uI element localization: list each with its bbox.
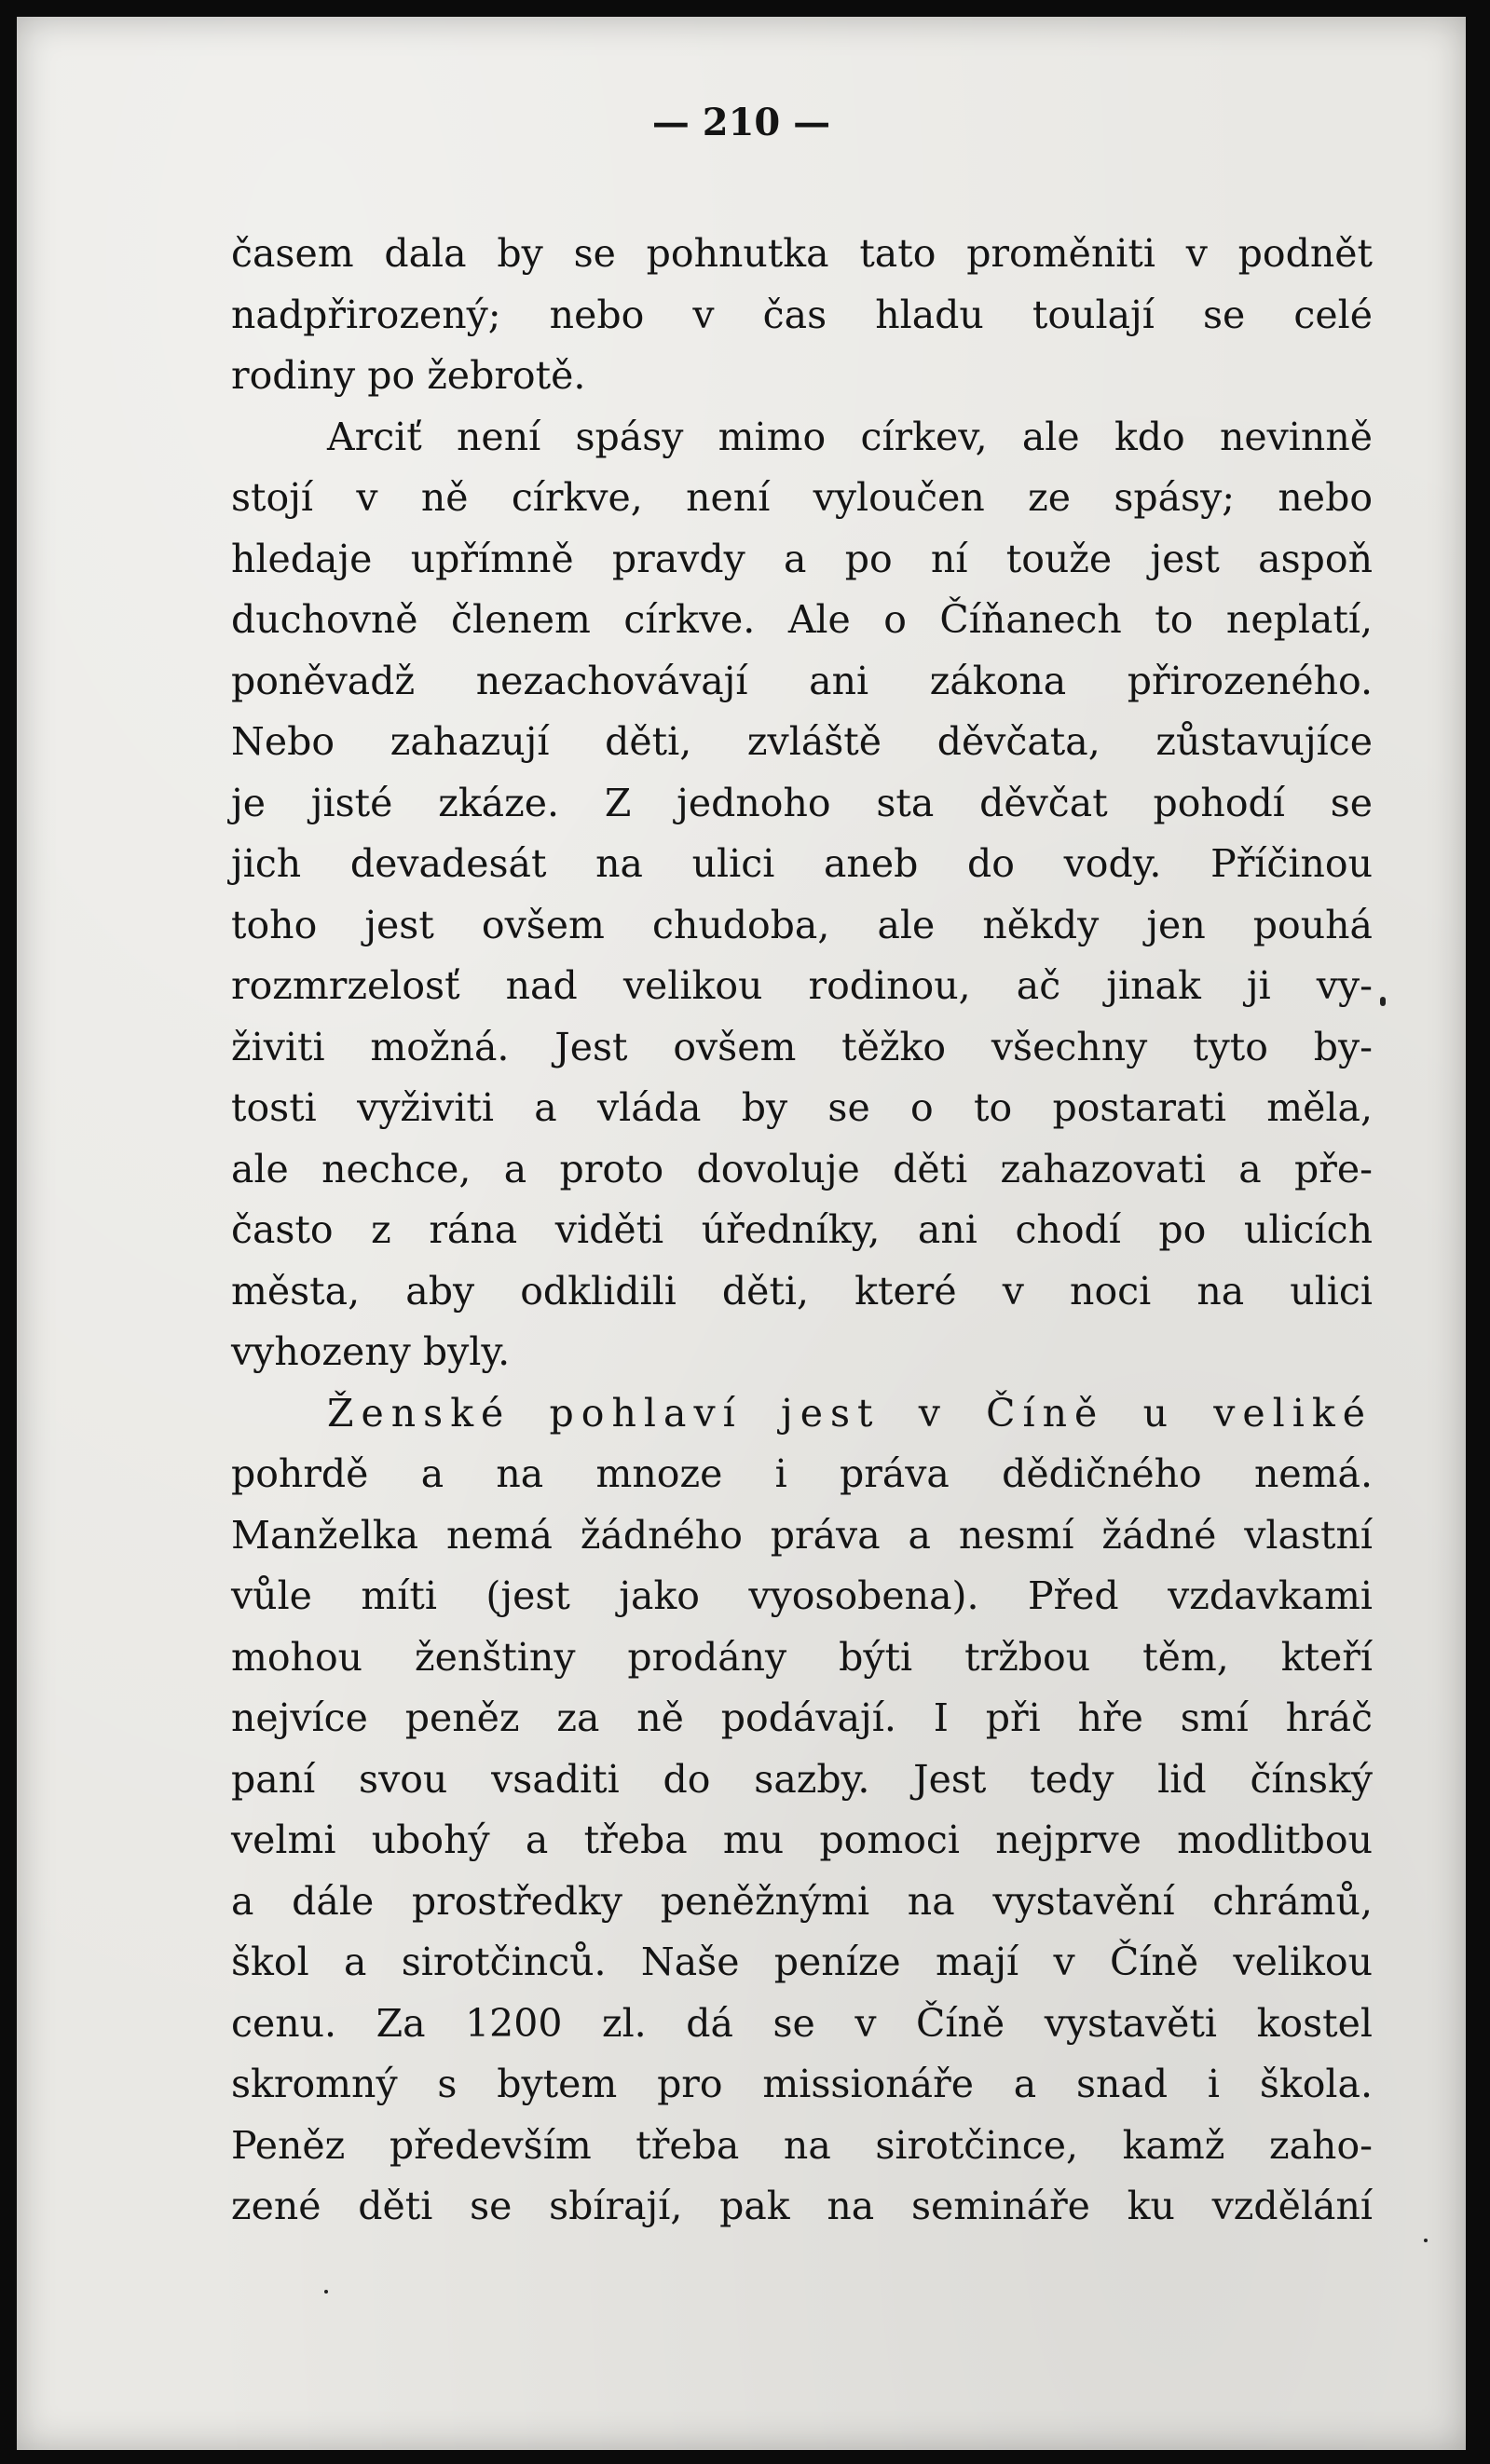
text-line: často z rána viděti úředníky, ani chodí po ulicích xyxy=(231,1207,1373,1252)
text-line: duchovně členem církve. Ale o Číňanech to neplatí, xyxy=(231,597,1373,642)
text-line: pohrdě a na mnoze i práva dědičného nemá. xyxy=(231,1451,1373,1496)
text-line: Manželka nemá žádného práva a nesmí žádné vlastní xyxy=(231,1512,1373,1558)
text-line: ale nechce, a proto dovoluje děti zahazovati a pře- xyxy=(231,1146,1373,1191)
text-line: skromný s bytem pro missionáře a snad i škola. xyxy=(231,2062,1373,2106)
text-line: hledaje upřímně pravdy a po ní touže jest aspoň xyxy=(231,536,1373,581)
ink-speck xyxy=(1380,997,1386,1006)
text-line: Peněz především třeba na sirotčince, kamž zaho- xyxy=(231,2122,1373,2168)
text-line: vůle míti (jest jako vyosobena). Před vzdavkami xyxy=(231,1573,1373,1618)
text-line: nejvíce peněz za ně podávají. I při hře smí hráč xyxy=(231,1695,1373,1740)
ink-speck xyxy=(324,2290,328,2294)
text-line: toho jest ovšem chudoba, ale někdy jen pouhá xyxy=(231,902,1373,947)
text-line: a dále prostředky peněžnými na vystavění chrámů, xyxy=(231,1878,1373,1924)
text-line: rodiny po žebrotě. xyxy=(231,353,586,398)
text-line: nadpřirozený; nebo v čas hladu toulají se celé xyxy=(231,292,1373,337)
text-line: zené děti se sbírají, pak na semináře ku vzdělání xyxy=(231,2184,1373,2228)
text-line: tosti vyživiti a vláda by se o to postarati měla, xyxy=(231,1085,1373,1130)
text-line: časem dala by se pohnutka tato proměniti v podnět xyxy=(231,231,1373,276)
paragraph-start-line: Arciť není spásy mimo církev, ale kdo nevinně xyxy=(327,414,1373,459)
text-line: Nebo zahazují děti, zvláště děvčata, zůstavujíce xyxy=(231,719,1373,764)
text-line: velmi ubohý a třeba mu pomoci nejprve modlitbou xyxy=(231,1817,1373,1862)
body-text xyxy=(231,224,1373,2238)
text-line: paní svou vsaditi do sazby. Jest tedy lid čínský xyxy=(231,1756,1373,1802)
text-line: mohou ženštiny prodány býti tržbou těm, kteří xyxy=(231,1634,1373,1680)
text-line: vyhozeny byly. xyxy=(231,1329,511,1374)
text-line: jich devadesát na ulici aneb do vody. Příčinou xyxy=(231,841,1373,886)
paragraph-start-line: Ženské pohlaví jest v Číně u veliké xyxy=(327,1390,1373,1436)
text-line: živiti možná. Jest ovšem těžko všechny tyto by- xyxy=(231,1024,1373,1069)
book-page xyxy=(17,17,1466,2450)
text-line: je jisté zkáze. Z jednoho sta děvčat pohodí se xyxy=(231,780,1373,825)
text-line: města, aby odklidili děti, které v noci na ulici xyxy=(231,1268,1373,1314)
ink-speck xyxy=(1424,2239,1428,2242)
page-number: — 210 — xyxy=(651,101,831,144)
text-line: poněvadž nezachovávají ani zákona přirozeného. xyxy=(231,658,1373,703)
text-line: stojí v ně církve, není vyloučen ze spásy; nebo xyxy=(231,475,1373,520)
text-line: cenu. Za 1200 zl. dá se v Číně vystavěti kostel xyxy=(231,2000,1373,2046)
text-line: škol a sirotčinců. Naše peníze mají v Číně velikou xyxy=(231,1940,1373,1984)
text-line: rozmrzelosť nad velikou rodinou, ač jinak ji vy- xyxy=(231,963,1373,1008)
